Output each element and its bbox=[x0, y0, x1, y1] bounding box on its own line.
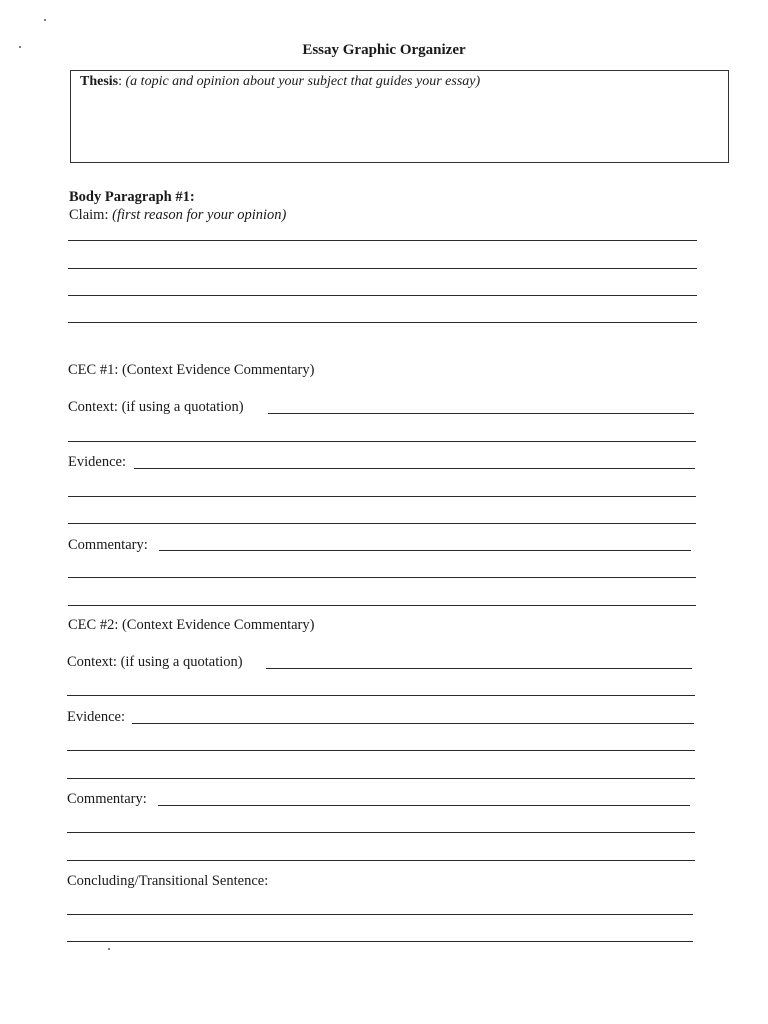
claim-line[interactable] bbox=[68, 295, 697, 296]
thesis-hint: (a topic and opinion about your subject that guides your essay) bbox=[125, 74, 481, 89]
cec1-context-line[interactable] bbox=[68, 441, 696, 442]
cec2-evidence-line[interactable] bbox=[67, 750, 695, 751]
thesis-label: Thesis bbox=[80, 74, 119, 89]
claim-label: Claim: bbox=[69, 207, 109, 223]
claim-hint: (first reason for your opinion) bbox=[112, 207, 287, 223]
thesis-box[interactable] bbox=[70, 70, 729, 163]
claim-prompt bbox=[69, 207, 286, 224]
cec1-heading: CEC #1: (Context Evidence Commentary) bbox=[68, 362, 315, 378]
cec1-context-line[interactable] bbox=[268, 413, 694, 414]
cec2-commentary-line[interactable] bbox=[67, 860, 695, 861]
cec1-commentary-line[interactable] bbox=[68, 605, 696, 606]
scan-speck bbox=[44, 19, 46, 21]
scan-speck bbox=[108, 948, 110, 950]
claim-line[interactable] bbox=[68, 322, 697, 323]
scan-speck bbox=[19, 46, 21, 48]
cec2-evidence-line[interactable] bbox=[67, 778, 695, 779]
cec1-evidence-line[interactable] bbox=[134, 468, 695, 469]
claim-line[interactable] bbox=[68, 240, 697, 241]
cec2-context-line[interactable] bbox=[266, 668, 692, 669]
cec2-evidence-label: Evidence: bbox=[67, 709, 125, 725]
cec2-commentary-line[interactable] bbox=[67, 832, 695, 833]
cec1-commentary-line[interactable] bbox=[68, 577, 696, 578]
concluding-label: Concluding/Transitional Sentence: bbox=[67, 873, 269, 889]
cec1-evidence-line[interactable] bbox=[68, 496, 696, 497]
cec2-evidence-line[interactable] bbox=[132, 723, 694, 724]
cec1-evidence-label: Evidence: bbox=[68, 454, 126, 470]
page-title: Essay Graphic Organizer bbox=[302, 42, 466, 58]
cec2-context-label: Context: (if using a quotation) bbox=[67, 654, 243, 670]
cec1-context-label: Context: (if using a quotation) bbox=[68, 399, 244, 415]
cec2-commentary-label: Commentary: bbox=[67, 791, 147, 807]
claim-line[interactable] bbox=[68, 268, 697, 269]
cec2-commentary-line[interactable] bbox=[158, 805, 690, 806]
cec1-evidence-line[interactable] bbox=[68, 523, 696, 524]
concluding-line[interactable] bbox=[67, 914, 693, 915]
cec2-context-line[interactable] bbox=[67, 695, 695, 696]
cec2-heading: CEC #2: (Context Evidence Commentary) bbox=[68, 617, 315, 633]
concluding-line[interactable] bbox=[67, 941, 693, 942]
body-paragraph-heading: Body Paragraph #1: bbox=[69, 189, 195, 205]
thesis-prompt bbox=[80, 74, 480, 90]
thesis-colon: : bbox=[118, 74, 123, 89]
cec1-commentary-line[interactable] bbox=[159, 550, 691, 551]
cec1-commentary-label: Commentary: bbox=[68, 537, 148, 553]
